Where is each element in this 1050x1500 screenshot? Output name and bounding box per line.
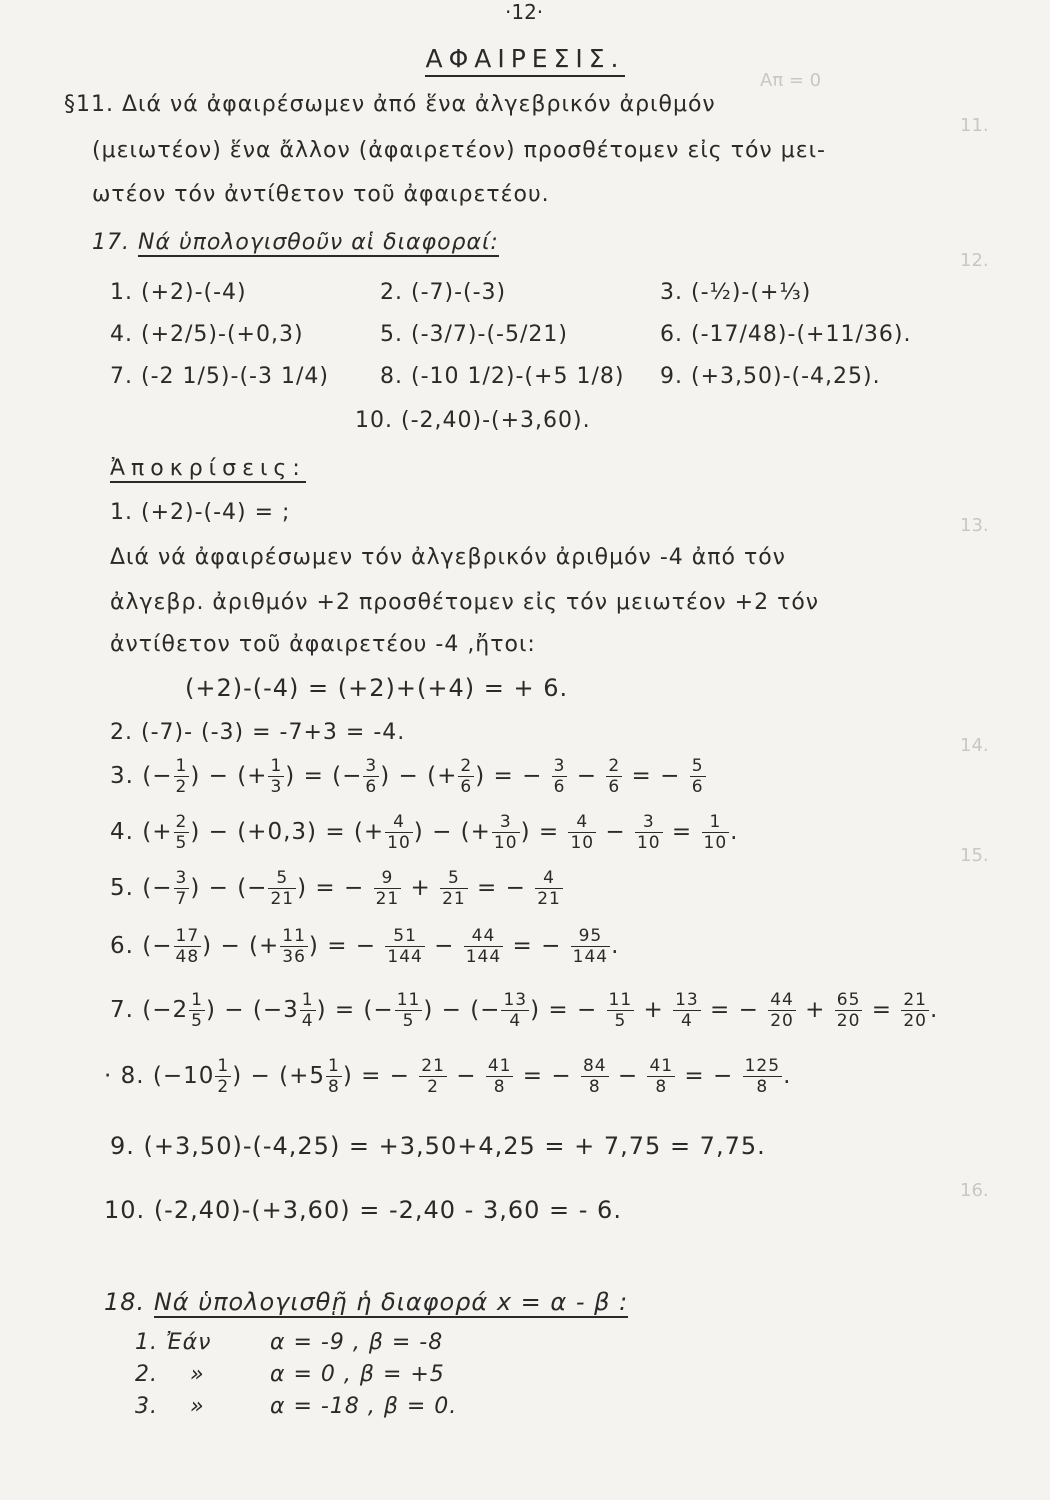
- page-title: ΑΦΑΙΡΕΣΙΣ.: [0, 44, 1050, 73]
- exercise-item: 2. (-7)-(-3): [380, 280, 507, 305]
- answer-line: 9. (+3,50)-(-4,25) = +3,50+4,25 = + 7,75 = 7,75.: [110, 1132, 766, 1160]
- page-number: ·12·: [505, 0, 544, 24]
- bleed-through: 12.: [960, 250, 989, 271]
- exercise-item: α = -9 , β = -8: [270, 1330, 444, 1355]
- answer-line: · 8. (−10 $\frac{1}{2}$ ) − (+5 $\frac{1}{8}$ ) = − $\frac{21}{2}$ − $\frac{41}{8}$ = − $\frac{84}{8}$ − $\frac{41}{8}$ = − $\frac{125}{8}$ .: [104, 1056, 792, 1097]
- exercise-item: α = -18 , β = 0.: [270, 1394, 458, 1419]
- exercise-item: α = 0 , β = +5: [270, 1362, 445, 1387]
- section-paragraph-line: (μειωτέον) ἕνα ἄλλον (ἀφαιρετέον) προσθέτομεν εἰς τόν μει-: [92, 138, 826, 163]
- exercise-item: 5. (-3/7)-(-5/21): [380, 322, 568, 347]
- exercise-item: 3. »: [135, 1394, 205, 1419]
- section-paragraph-line: §11. Διά νά ἀφαιρέσωμεν ἀπό ἕνα ἀλγεβρικόν ἀριθμόν: [64, 92, 716, 117]
- exercise-item: 8. (-10 1/2)-(+5 1/8): [380, 364, 625, 389]
- answer-explanation-line: ἀλγεβρ. ἀριθμόν +2 προσθέτομεν εἰς τόν μειωτέον +2 τόν: [110, 590, 820, 615]
- section-paragraph-line: ωτέον τόν ἀντίθετον τοῦ ἀφαιρετέου.: [92, 182, 550, 207]
- exercise-item: 1. (+2)-(-4): [110, 280, 247, 305]
- answer-line: 1. (+2)-(-4) = ;: [110, 500, 291, 525]
- answer-line: 3. (− $\frac{1}{2}$ ) − (+ $\frac{1}{3}$ ) = (− $\frac{3}{6}$ ) − (+ $\frac{2}{6}$ ) = − $\frac{3}{6}$ − $\frac{2}{6}$ = − $\frac{5}{6}$: [110, 756, 704, 797]
- bleed-through: 16.: [960, 1180, 989, 1201]
- bleed-through: 11.: [960, 115, 989, 136]
- exercise-item: 2. »: [135, 1362, 205, 1387]
- answer-line: 10. (-2,40)-(+3,60) = -2,40 - 3,60 = - 6.: [104, 1196, 622, 1224]
- exercise-item: 7. (-2 1/5)-(-3 1/4): [110, 364, 329, 389]
- bleed-through: 14.: [960, 735, 989, 756]
- exercise-item: 9. (+3,50)-(-4,25).: [660, 364, 881, 389]
- exercise-heading: 17. Νά ὑπολογισθοῦν αἱ διαφοραί:: [92, 230, 499, 255]
- exercise-item: 10. (-2,40)-(+3,60).: [355, 408, 591, 433]
- answer-line: 7. (−2 $\frac{1}{5}$ ) − (−3 $\frac{1}{4}$ ) = (− $\frac{11}{5}$ ) − (− $\frac{13}{4}$ ) = − $\frac{11}{5}$ + $\frac{13}{4}$ = − $\frac{44}{20}$ + $\frac{65}{20}$ = $\frac{21}{20}$ .: [110, 990, 939, 1031]
- answer-line: 4. (+ $\frac{2}{5}$ ) − (+0,3) = (+ $\frac{4}{10}$ ) − (+ $\frac{3}{10}$ ) = $\frac{4}{10}$ − $\frac{3}{10}$ = $\frac{1}{10}$ .: [110, 812, 739, 853]
- answer-result: (+2)-(-4) = (+2)+(+4) = + 6.: [185, 674, 569, 702]
- exercise-item: 3. (-½)-(+⅓): [660, 280, 812, 305]
- answers-heading: Ἀποκρίσεις:: [110, 456, 306, 481]
- answer-line: 6. (− $\frac{17}{48}$ ) − (+ $\frac{11}{36}$ ) = − $\frac{51}{144}$ − $\frac{44}{144}$ = − $\frac{95}{144}$ .: [110, 926, 620, 967]
- answer-explanation-line: Διά νά ἀφαιρέσωμεν τόν ἀλγεβρικόν ἀριθμόν -4 ἀπό τόν: [110, 545, 786, 570]
- bleed-through: 15.: [960, 845, 989, 866]
- exercise-item: 1. Ἐάν: [135, 1330, 212, 1355]
- answer-line: 2. (-7)- (-3) = -7+3 = -4.: [110, 720, 406, 745]
- bleed-through: 13.: [960, 515, 989, 536]
- bleed-through: Απ = 0: [760, 70, 822, 91]
- exercise-item: 4. (+2/5)-(+0,3): [110, 322, 304, 347]
- section-number: §11.: [64, 92, 114, 117]
- answer-explanation-line: ἀντίθετον τοῦ ἀφαιρετέου -4 ,ἤτοι:: [110, 632, 536, 657]
- exercise-item: 6. (-17/48)-(+11/36).: [660, 322, 912, 347]
- answer-line: 5. (− $\frac{3}{7}$ ) − (− $\frac{5}{21}$ ) = − $\frac{9}{21}$ + $\frac{5}{21}$ = − $\frac{4}{21}$: [110, 868, 561, 909]
- exercise-heading: 18. Νά ὑπολογισθῇ ἡ διαφορά x = α - β :: [104, 1288, 629, 1316]
